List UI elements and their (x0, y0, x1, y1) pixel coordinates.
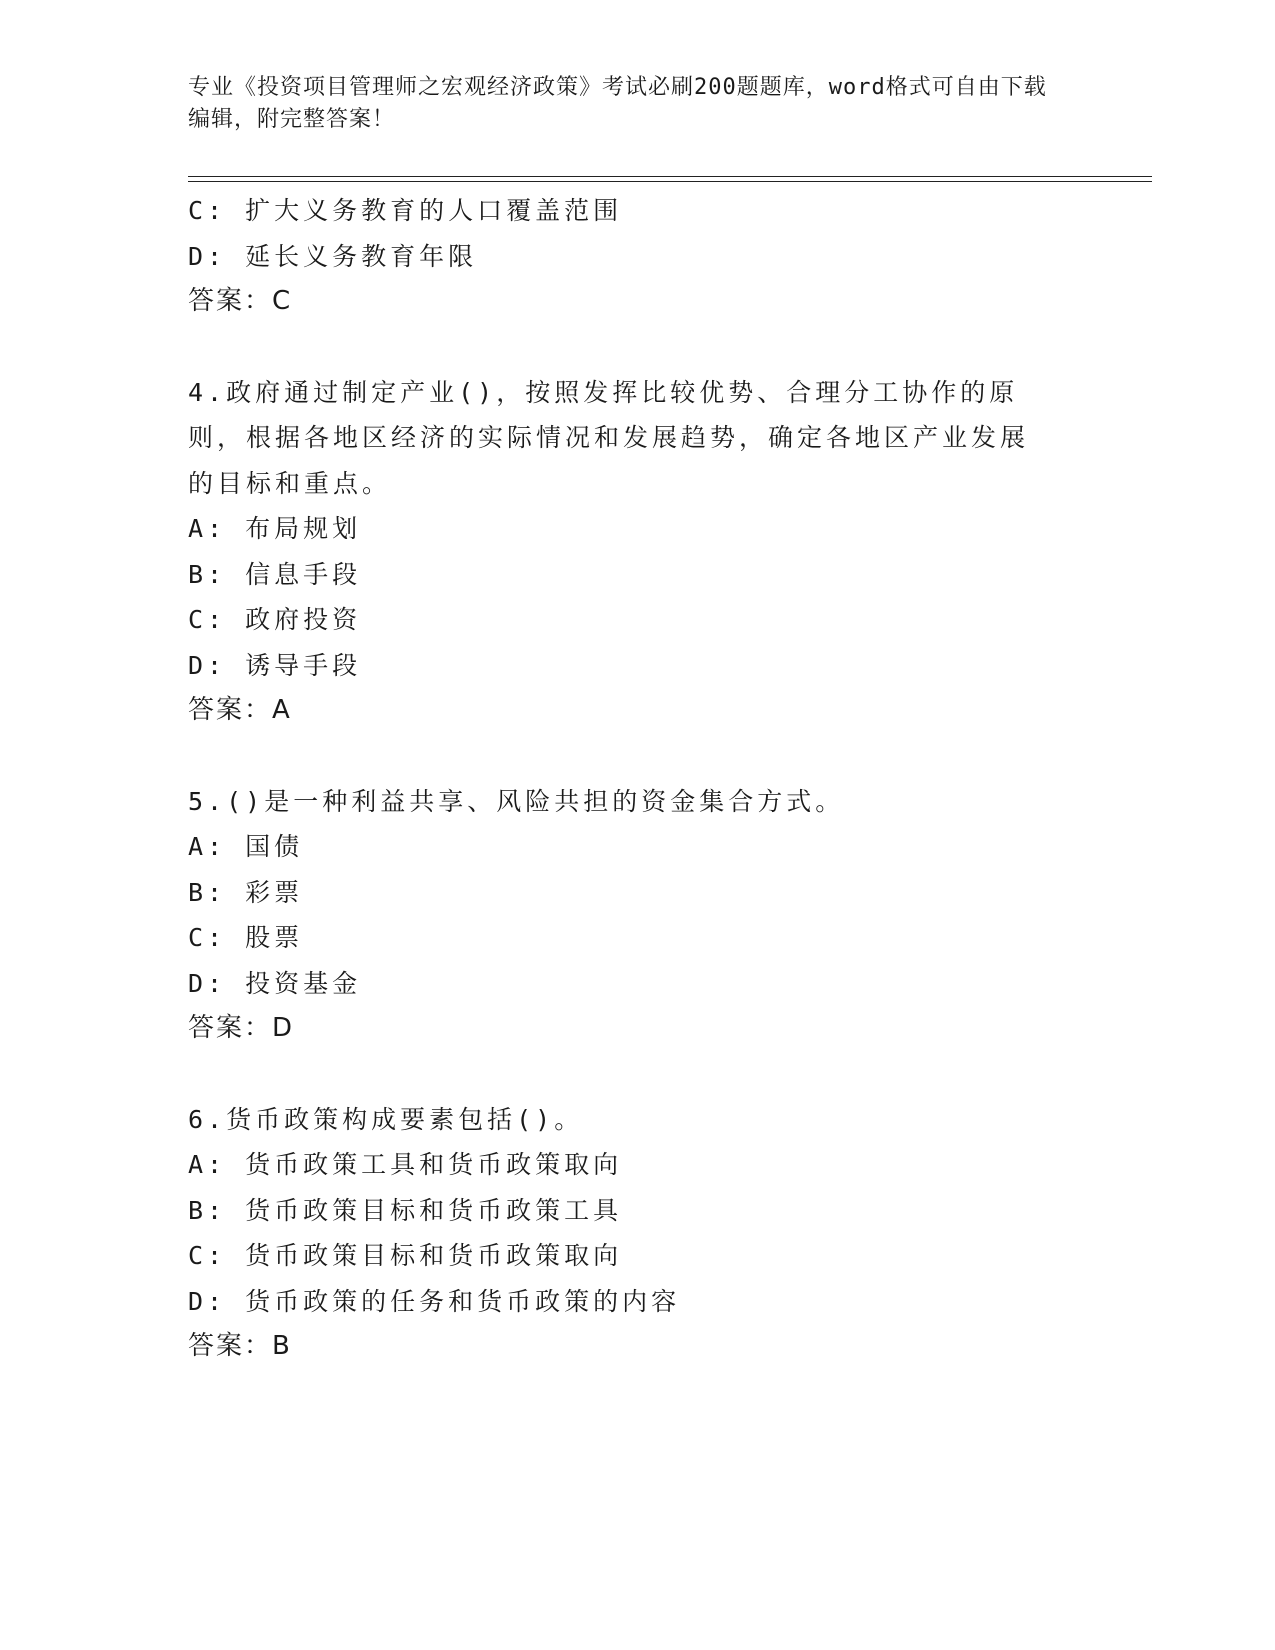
option-d: D: 投资基金 (188, 968, 362, 998)
answer: 答案：D (188, 1013, 295, 1043)
document-body (188, 188, 1088, 1370)
option-c: C: 扩大义务教育的人口覆盖范围 (188, 196, 623, 225)
answer: 答案：A (188, 695, 292, 725)
header-rule-top (188, 176, 1152, 177)
option-b: B: 彩票 (188, 877, 304, 907)
header-rule-bottom (188, 181, 1152, 182)
question-5 (188, 779, 1088, 1052)
question-stem: 6.货币政策构成要素包括()。 (188, 1104, 584, 1134)
question-stem: 5.()是一种利益共享、风险共担的资金集合方式。 (188, 786, 845, 816)
option-b: B: 货币政策目标和货币政策工具 (188, 1195, 623, 1225)
question-3-tail (188, 188, 1088, 325)
option-c: C: 股票 (188, 923, 304, 952)
answer: 答案：C (188, 286, 293, 316)
document-header: 专业《投资项目管理师之宏观经济政策》考试必刷200题题库，word格式可自由下载编辑，附完整答案！ (188, 75, 1047, 132)
option-a: A: 布局规划 (188, 514, 362, 543)
question-6 (188, 1097, 1088, 1370)
option-d: D: 延长义务教育年限 (188, 241, 478, 271)
option-a: A: 货币政策工具和货币政策取向 (188, 1150, 623, 1179)
option-d: D: 货币政策的任务和货币政策的内容 (188, 1286, 681, 1316)
option-a: A: 国债 (188, 832, 304, 861)
answer: 答案：B (188, 1331, 292, 1361)
option-b: B: 信息手段 (188, 559, 362, 589)
question-stem: 4.政府通过制定产业()，按照发挥比较优势、合理分工协作的原则，根据各地区经济的实际情况和发展趋势，确定各地区产业发展的目标和重点。 (188, 377, 1030, 498)
option-c: C: 货币政策目标和货币政策取向 (188, 1241, 623, 1270)
option-d: D: 诱导手段 (188, 650, 362, 680)
option-c: C: 政府投资 (188, 605, 362, 634)
question-4 (188, 370, 1088, 734)
